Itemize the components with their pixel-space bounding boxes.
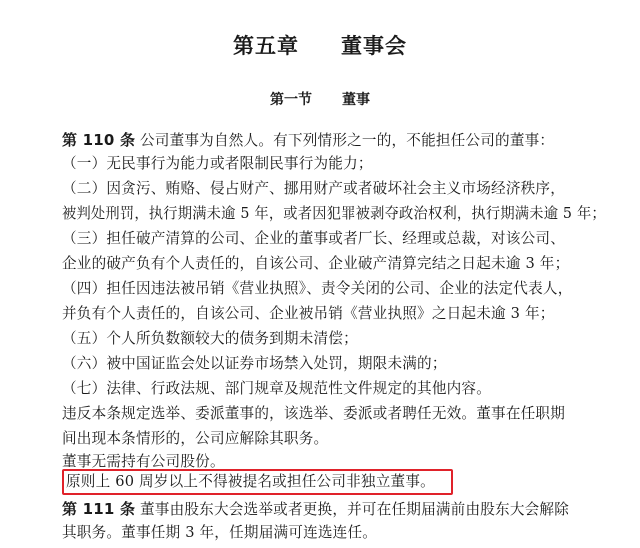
section-title bbox=[0, 89, 640, 109]
article-110-item-2-cont: 被判处刑罚，执行期满未逾 5 年，或者因犯罪被剥夺政治权利，执行期满未逾 5 年； bbox=[62, 205, 606, 222]
article-110-highlighted-clause: 原则上 60 周岁以上不得被提名或担任公司非独立董事。 bbox=[66, 473, 435, 490]
chapter-number: 第五章 bbox=[233, 34, 299, 58]
article-110-item-3-cont: 企业的破产负有个人责任的，自该公司、企业破产清算完结之日起未逾 3 年； bbox=[62, 255, 570, 272]
article-110-number: 第 110 条 bbox=[62, 131, 136, 149]
article-110-intro: 公司董事为自然人。有下列情形之一的，不能担任公司的董事： bbox=[140, 132, 555, 149]
section-number: 第一节 bbox=[270, 92, 312, 108]
article-111-number: 第 111 条 bbox=[62, 500, 136, 518]
article-110-item-6: （六）被中国证监会处以证券市场禁入处罚，期限未满的； bbox=[62, 355, 447, 372]
article-110-item-7: （七）法律、行政法规、部门规章及规范性文件规定的其他内容。 bbox=[62, 380, 492, 397]
article-111-text-1: 董事由股东大会选举或者更换，并可在任期届满前由股东大会解除 bbox=[140, 501, 570, 518]
chapter-name: 董事会 bbox=[341, 34, 407, 58]
article-110-violation-line-2: 间出现本条情形的，公司应解除其职务。 bbox=[62, 430, 329, 447]
article-110-violation-line-1: 违反本条规定选举、委派董事的，该选举、委派或者聘任无效。董事在任职期 bbox=[62, 405, 565, 422]
article-110-item-4: （四）担任因违法被吊销《营业执照》、责令关闭的公司、企业的法定代表人， bbox=[62, 280, 573, 297]
article-110-item-5: （五）个人所负数额较大的债务到期未清偿； bbox=[62, 330, 358, 347]
section-name: 董事 bbox=[342, 92, 370, 108]
article-110-item-3: （三）担任破产清算的公司、企业的董事或者厂长、经理或总裁，对该公司、 bbox=[62, 230, 565, 247]
article-110-no-shares: 董事无需持有公司股份。 bbox=[62, 453, 225, 470]
chapter-title bbox=[0, 30, 640, 60]
article-110-item-1: （一）无民事行为能力或者限制民事行为能力； bbox=[62, 155, 373, 172]
article-110-item-4-cont: 并负有个人责任的，自该公司、企业被吊销《营业执照》之日起未逾 3 年； bbox=[62, 305, 555, 322]
article-110-intro-line bbox=[62, 130, 554, 151]
article-110-item-2: （二）因贪污、贿赂、侵占财产、挪用财产或者破坏社会主义市场经济秩序， bbox=[62, 180, 565, 197]
article-111-line-1 bbox=[62, 499, 569, 520]
article-111-line-2: 其职务。董事任期 3 年，任期届满可连选连任。 bbox=[62, 524, 378, 541]
